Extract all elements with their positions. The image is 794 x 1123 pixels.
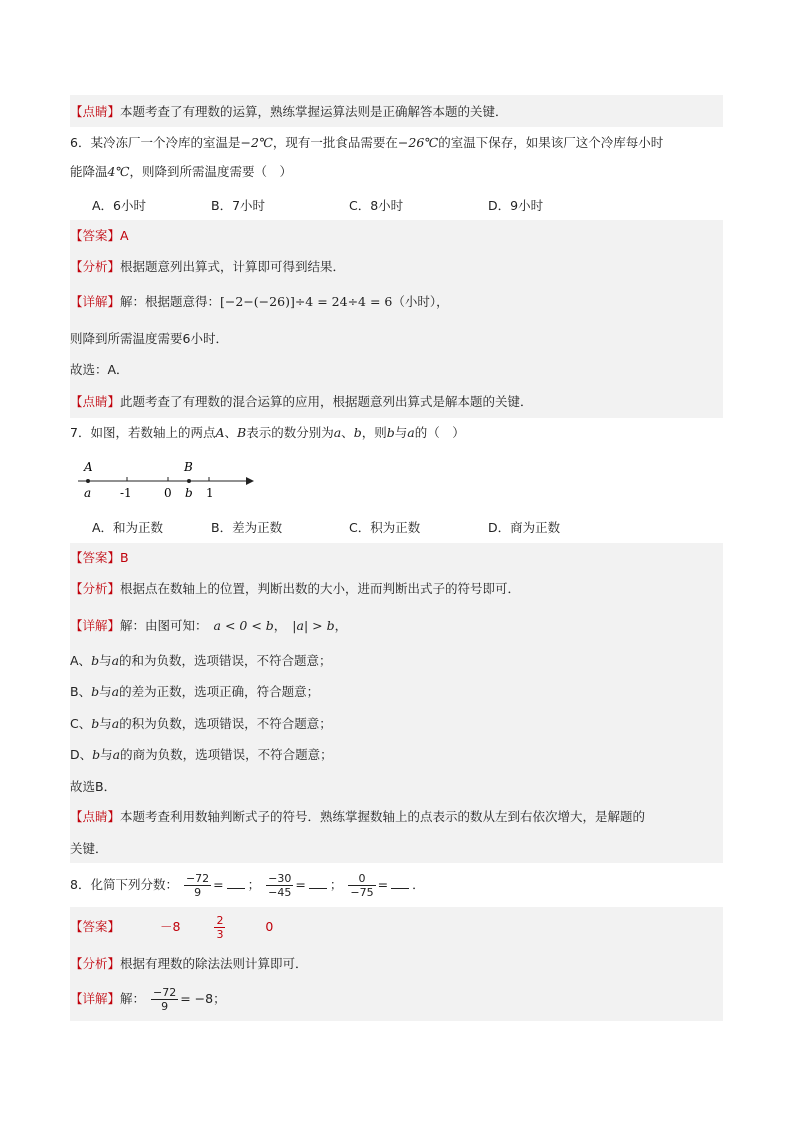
fraction-numerator: −30 (268, 872, 292, 885)
detail-text: 解：由图可知： (120, 618, 208, 633)
answer-value: B (120, 550, 129, 565)
tick-label-one: 1 (206, 486, 214, 500)
answer-value-2 (214, 914, 225, 941)
q7-detail (70, 617, 723, 635)
q6-temp-1: −2℃ (240, 135, 273, 150)
fraction-denominator: −45 (268, 886, 292, 899)
detail-tag: 【详解】 (70, 294, 121, 309)
tick-label-minus-one: -1 (120, 486, 132, 500)
item-text: 的和为负数，选项错误，不符合题意； (119, 653, 332, 668)
item-text: 的积为负数，选项错误，不符合题意； (119, 716, 332, 731)
q7-item-c (70, 715, 723, 733)
q7-text: 7．如图，若数轴上的两点 (70, 425, 216, 440)
detail-tag: 【详解】 (70, 618, 121, 633)
fraction-numerator: 2 (216, 914, 224, 927)
point-a-dot (86, 479, 90, 483)
q6-option-d: D．9小时 (488, 198, 544, 213)
q8-answer (70, 910, 723, 944)
number-line-figure (78, 456, 258, 502)
q7-option-c: C．积为正数 (349, 520, 421, 535)
detail-fraction (151, 986, 178, 1013)
q8-text: 8．化简下列分数： (70, 877, 178, 892)
q7-option-a: A．和为正数 (92, 520, 164, 535)
answer-value: A (120, 228, 129, 243)
q8-fraction-3 (348, 872, 375, 899)
tick-label-b: b (185, 486, 193, 500)
fraction-denominator: 9 (194, 886, 202, 899)
item-var-b: b (91, 684, 100, 699)
q6-text: 的室温下保存，如果该厂这个冷库每小时 (438, 135, 664, 150)
note-text: 本题考查利用数轴判断式子的符号．熟练掌握数轴上的点表示的数从左到右依次增大，是解题的 (120, 809, 646, 824)
q7-var-a: a (333, 425, 342, 440)
q7-option-b: B．差为正数 (211, 520, 283, 535)
answer-tag: 【答案】 (70, 550, 121, 565)
analysis-text: 根据点在数轴上的位置，判断出数的大小，进而判断出式子的符号即可． (120, 581, 521, 596)
q6-text: ，则降到所需温度需要（ ） (129, 164, 292, 179)
q7-item-a (70, 652, 723, 670)
separator: ． (412, 877, 425, 892)
detail-text: 解： (120, 991, 146, 1006)
detail-result: = −8； (180, 991, 226, 1006)
q7-item-b (70, 683, 723, 701)
item-var-a: a (111, 684, 120, 699)
q6-text: 能降温 (70, 164, 108, 179)
q7-text: ，则 (361, 425, 387, 440)
q7-analysis (70, 580, 723, 598)
q7-sep: 、 (341, 425, 354, 440)
separator: ； (329, 877, 343, 892)
q6-note (70, 393, 723, 411)
q6-line-1 (70, 134, 723, 152)
q6-option-b: B．7小时 (211, 198, 266, 213)
fraction-numerator: −72 (185, 872, 210, 885)
separator: ； (247, 877, 261, 892)
fraction-denominator: 3 (216, 928, 224, 941)
q8-fraction-1 (184, 872, 211, 899)
q7-line-1 (70, 424, 723, 442)
fraction-numerator: 0 (348, 872, 375, 886)
detail-text: 解：根据题意得： (120, 294, 221, 309)
item-prefix: A、 (70, 653, 92, 668)
q7-text: 与 (394, 425, 408, 440)
item-mid: 与 (100, 747, 113, 762)
q7-answer (70, 549, 723, 567)
item-prefix: C、 (70, 716, 92, 731)
q6-analysis (70, 258, 723, 276)
answer-blank (309, 888, 327, 889)
answer-tag: 【答案】 (70, 228, 121, 243)
answer-tag: 【答案】 (70, 919, 121, 934)
solution-block-6 (70, 220, 723, 418)
tick-label-zero: 0 (164, 486, 172, 500)
detail-sep: ， (273, 618, 287, 633)
item-mid: 与 (99, 716, 112, 731)
equals-sign: = (295, 877, 306, 892)
item-text: 的差为正数，选项正确，符合题意； (119, 684, 320, 699)
q6-answer (70, 227, 723, 245)
q7-point-b: B (237, 425, 247, 440)
analysis-text: 根据题意列出算式，计算即可得到结果． (120, 259, 346, 274)
q7-text: 的（ ） (414, 425, 465, 440)
item-mid: 与 (99, 653, 112, 668)
q6-text: ，现有一批食品需要在 (272, 135, 398, 150)
item-var-b: b (91, 716, 100, 731)
note-tag: 【点睛】 (70, 809, 121, 824)
q6-option-c: C．8小时 (349, 198, 404, 213)
q8-fraction-2 (266, 872, 293, 899)
item-var-b: b (91, 653, 100, 668)
detail-sep: ， (334, 618, 348, 633)
fraction-denominator: 9 (161, 1000, 169, 1013)
q7-point-a: A (215, 425, 225, 440)
fraction-denominator: −75 (350, 886, 374, 899)
q6-temp-2: −26℃ (397, 135, 439, 150)
fraction-numerator: −72 (153, 986, 177, 999)
item-prefix: B、 (70, 684, 92, 699)
q7-text: 表示的数分别为 (246, 425, 334, 440)
detail-inequality-2: |a| > b (292, 618, 335, 633)
q6-detail (70, 293, 723, 311)
q7-var-b: b (353, 425, 362, 440)
q7-sep: 、 (224, 425, 238, 440)
analysis-text: 根据有理数的除法法则计算即可． (120, 956, 308, 971)
note-line-5 (70, 103, 723, 121)
detail-tag: 【详解】 (70, 991, 121, 1006)
note-text: 本题考查了有理数的运算，熟练掌握运算法则是正确解答本题的关键． (120, 104, 508, 119)
equals-sign: = (377, 877, 389, 892)
q6-detail-2: 则降到所需温度需要6小时． (70, 331, 228, 346)
note-text: 此题考查了有理数的混合运算的应用，根据题意列出算式是解本题的关键． (120, 394, 533, 409)
q6-choose: 故选：A． (70, 362, 129, 377)
q7-item-d (70, 746, 723, 764)
point-b-dot (187, 479, 191, 483)
label-b: B (184, 460, 193, 474)
answer-value-3: 0 (265, 919, 274, 934)
detail-inequality-1: a < 0 < b (213, 618, 274, 633)
q7-option-d: D．商为正数 (488, 520, 561, 535)
q8-question (70, 868, 723, 902)
detail-formula: [−2−(−26)]÷4 = 24÷4 = 6（小时）， (220, 294, 449, 309)
q7-var-a: a (407, 425, 415, 440)
analysis-tag: 【分析】 (70, 581, 121, 596)
q6-option-a: A．6小时 (92, 198, 147, 213)
q6-text: 6．某冷冻厂一个冷库的室温是 (70, 135, 241, 150)
answer-value-1: －8 (160, 919, 181, 934)
q8-analysis (70, 955, 723, 973)
analysis-tag: 【分析】 (70, 259, 121, 274)
item-var-a: a (111, 716, 120, 731)
answer-blank (227, 888, 245, 889)
q8-detail (70, 982, 723, 1016)
equals-sign: = (213, 877, 224, 892)
q7-choose: 故选B． (70, 779, 117, 794)
q6-temp-3: 4℃ (107, 164, 130, 179)
item-var-a: a (112, 747, 121, 762)
q7-var-b: b (386, 425, 395, 440)
number-line-arrow (246, 477, 254, 485)
tick-label-a: a (84, 486, 92, 500)
item-prefix: D、 (70, 747, 93, 762)
answer-blank (391, 888, 409, 889)
item-var-b: b (92, 747, 101, 762)
item-var-a: a (111, 653, 120, 668)
item-mid: 与 (99, 684, 112, 699)
q7-note (70, 808, 723, 826)
q6-line-2 (70, 163, 723, 181)
analysis-tag: 【分析】 (70, 956, 121, 971)
item-text: 的商为负数，选项错误，不符合题意； (120, 747, 333, 762)
q7-note-2: 关键． (70, 841, 108, 856)
note-tag: 【点睛】 (70, 104, 121, 119)
note-tag: 【点睛】 (70, 394, 121, 409)
label-a: A (84, 460, 93, 474)
